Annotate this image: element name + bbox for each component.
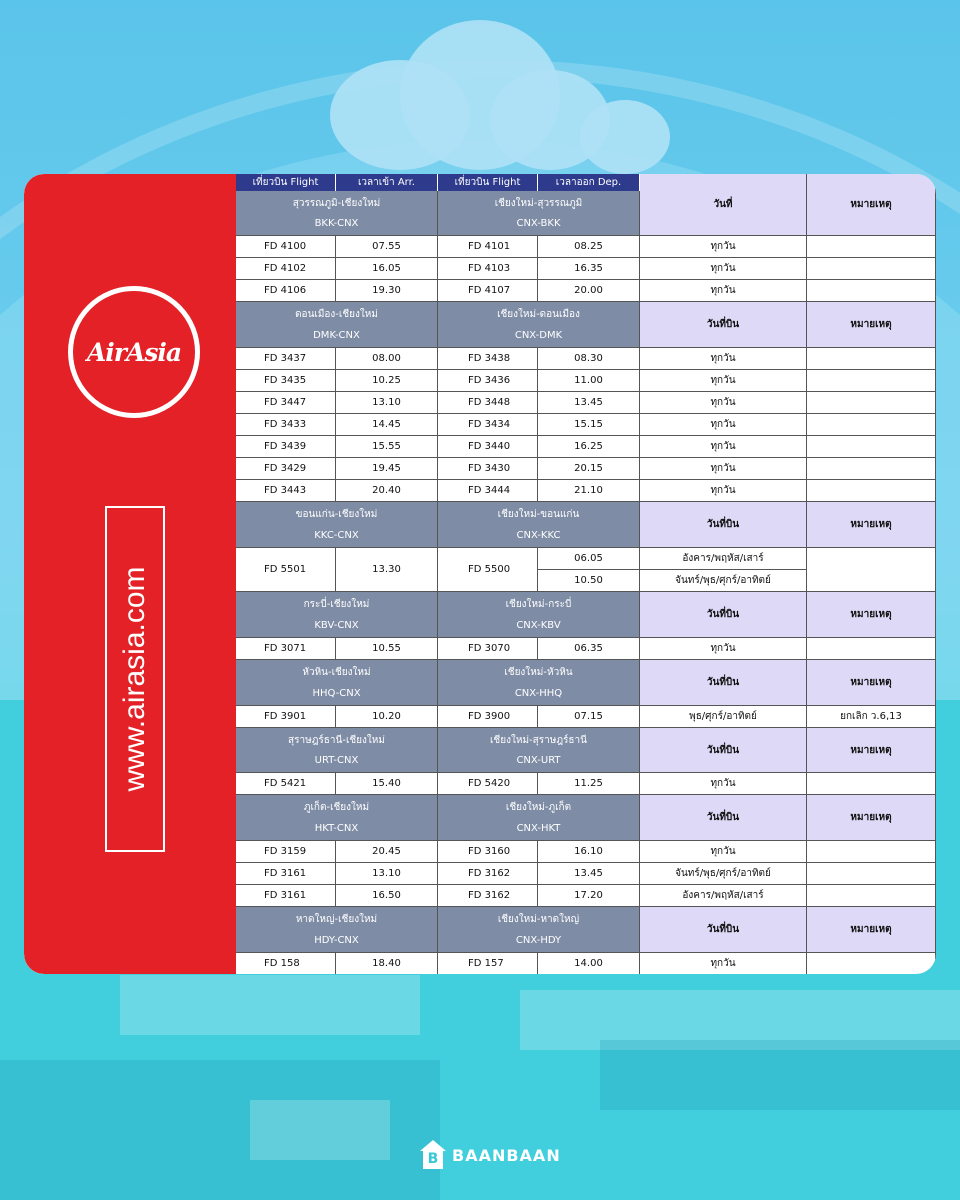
note-cell [807, 280, 936, 302]
departure-time: 08.30 [538, 348, 640, 370]
header-flight-out: เที่ยวบิน Flight [438, 174, 538, 191]
departure-time: 15.15 [538, 414, 640, 436]
website-text: www.airasia.com [118, 566, 151, 792]
note-cell [807, 953, 936, 974]
flight-number-in: FD 3437 [236, 348, 336, 370]
arrival-time: 15.40 [336, 773, 438, 795]
arrival-time: 20.45 [336, 841, 438, 863]
route-name-th: ภูเก็ต-เชียงใหม่ [303, 802, 370, 813]
flight-number-in: FD 3159 [236, 841, 336, 863]
flight-number-out: FD 3434 [438, 414, 538, 436]
note-cell [807, 436, 936, 458]
route-name-th: สุวรรณภูมิ-เชียงใหม่ [292, 198, 381, 209]
arrival-time: 14.45 [336, 414, 438, 436]
flight-number-out: FD 3162 [438, 885, 538, 907]
note-column-header: หมายเหตุ [807, 728, 936, 773]
route-code: CNX-KKC [516, 530, 561, 541]
route-header-outbound [438, 907, 640, 953]
departure-time: 14.00 [538, 953, 640, 974]
schedule-card [24, 174, 936, 974]
route-name-th: เชียงใหม่-หาดใหญ่ [497, 914, 580, 925]
flight-number-in: FD 4102 [236, 258, 336, 280]
days-cell: ทุกวัน [640, 414, 807, 436]
days-cell: ทุกวัน [640, 258, 807, 280]
date-column-header: วันที่บิน [640, 795, 807, 841]
arrival-time: 13.30 [336, 548, 438, 592]
days-cell: จันทร์/พุธ/ศุกร์/อาทิตย์ [640, 863, 807, 885]
flight-number-in: FD 5501 [236, 548, 336, 592]
departure-time: 16.25 [538, 436, 640, 458]
logo-text: AirAsia [86, 337, 182, 367]
table-row [236, 414, 936, 436]
flight-number-out: FD 3436 [438, 370, 538, 392]
days-cell: ทุกวัน [640, 953, 807, 974]
note-cell [807, 638, 936, 660]
table-row [236, 841, 936, 863]
table-row [236, 370, 936, 392]
arrival-time: 10.25 [336, 370, 438, 392]
route-header-inbound [236, 728, 438, 773]
days-cell: ทุกวัน [640, 392, 807, 414]
flight-schedule-table [236, 174, 936, 974]
note-column-header: หมายเหตุ [807, 592, 936, 638]
date-column-header: วันที่บิน [640, 592, 807, 638]
arrival-time: 08.00 [336, 348, 438, 370]
note-cell [807, 370, 936, 392]
route-header-outbound [438, 592, 640, 638]
table-row [236, 436, 936, 458]
date-column-header: วันที่บิน [640, 728, 807, 773]
brand-panel [24, 174, 236, 974]
airasia-logo [68, 286, 200, 418]
arrival-time: 07.55 [336, 236, 438, 258]
route-code: CNX-HKT [516, 823, 561, 834]
flight-number-out: FD 4107 [438, 280, 538, 302]
route-code: URT-CNX [314, 755, 359, 766]
flight-number-out: FD 3162 [438, 863, 538, 885]
route-name-th: เชียงใหม่-ภูเก็ต [505, 802, 572, 813]
arrival-time: 10.20 [336, 706, 438, 728]
table-row [236, 480, 936, 502]
table-row [236, 280, 936, 302]
days-cell: ทุกวัน [640, 480, 807, 502]
note-cell [807, 885, 936, 907]
days-cell: ทุกวัน [640, 773, 807, 795]
flight-number-out: FD 4101 [438, 236, 538, 258]
note-cell [807, 773, 936, 795]
days-cell: ทุกวัน [640, 280, 807, 302]
departure-time: 13.45 [538, 392, 640, 414]
route-code: CNX-DMK [514, 330, 563, 341]
house-icon: B [420, 1140, 446, 1170]
note-cell [807, 236, 936, 258]
route-header-outbound [438, 302, 640, 348]
route-code: KKC-CNX [314, 530, 359, 541]
flight-number-in: FD 3443 [236, 480, 336, 502]
departure-time: 06.05 [538, 548, 640, 570]
days-cell: ทุกวัน [640, 348, 807, 370]
note-column-header: หมายเหตุ [807, 174, 936, 236]
route-code: HDY-CNX [314, 935, 359, 946]
departure-time: 13.45 [538, 863, 640, 885]
date-column-header: วันที่บิน [640, 502, 807, 548]
note-column-header: หมายเหตุ [807, 302, 936, 348]
route-name-th: ดอนเมือง-เชียงใหม่ [295, 309, 378, 320]
flight-number-out: FD 3438 [438, 348, 538, 370]
table-row [236, 863, 936, 885]
building-shape [250, 1100, 390, 1160]
table-row [236, 236, 936, 258]
route-header-outbound [438, 191, 640, 236]
route-name-th: เชียงใหม่-สุราษฎร์ธานี [490, 735, 587, 746]
route-name-th: กระบี่-เชียงใหม่ [303, 599, 370, 610]
table-row [236, 392, 936, 414]
date-column-header: วันที่บิน [640, 660, 807, 706]
table-row [236, 548, 936, 592]
departure-time: 10.50 [538, 570, 640, 592]
table-row [236, 773, 936, 795]
departure-time: 08.25 [538, 236, 640, 258]
days-cell: จันทร์/พุธ/ศุกร์/อาทิตย์ [640, 570, 807, 592]
flight-number-out: FD 3444 [438, 480, 538, 502]
route-code: HKT-CNX [314, 823, 359, 834]
departure-time: 11.00 [538, 370, 640, 392]
flight-number-out: FD 4103 [438, 258, 538, 280]
footer-brand-text: BAANBAAN [452, 1145, 561, 1165]
route-header-outbound [438, 728, 640, 773]
note-cell [807, 392, 936, 414]
flight-number-out: FD 3430 [438, 458, 538, 480]
days-cell: ทุกวัน [640, 638, 807, 660]
route-code: CNX-URT [516, 755, 561, 766]
route-name-th: เชียงใหม่-หัวหิน [504, 667, 573, 678]
departure-time: 21.10 [538, 480, 640, 502]
footer-brand [420, 1140, 561, 1170]
route-header-outbound [438, 660, 640, 706]
route-header-inbound [236, 592, 438, 638]
departure-time: 06.35 [538, 638, 640, 660]
note-cell [807, 548, 936, 592]
flight-number-in: FD 3429 [236, 458, 336, 480]
route-code: CNX-BKK [516, 218, 561, 229]
flight-number-in: FD 3447 [236, 392, 336, 414]
flight-number-in: FD 158 [236, 953, 336, 974]
route-header-inbound [236, 795, 438, 841]
route-header-outbound [438, 795, 640, 841]
flight-number-out: FD 3448 [438, 392, 538, 414]
arrival-time: 20.40 [336, 480, 438, 502]
days-cell: อังคาร/พฤหัส/เสาร์ [640, 885, 807, 907]
note-column-header: หมายเหตุ [807, 795, 936, 841]
days-cell: ทุกวัน [640, 436, 807, 458]
route-code: DMK-CNX [313, 330, 360, 341]
flight-number-in: FD 3901 [236, 706, 336, 728]
departure-time: 07.15 [538, 706, 640, 728]
flight-number-in: FD 3439 [236, 436, 336, 458]
cloud [580, 100, 670, 174]
route-header-inbound [236, 302, 438, 348]
route-code: CNX-HHQ [514, 688, 563, 699]
note-cell: ยกเลิก ว.6,13 [807, 706, 936, 728]
route-name-th: เชียงใหม่-ขอนแก่น [497, 509, 580, 520]
header-arrival: เวลาเข้า Arr. [336, 174, 438, 191]
days-cell: ทุกวัน [640, 236, 807, 258]
note-cell [807, 863, 936, 885]
table-row [236, 885, 936, 907]
departure-time: 17.20 [538, 885, 640, 907]
table-row [236, 348, 936, 370]
note-cell [807, 258, 936, 280]
note-cell [807, 458, 936, 480]
route-header-inbound [236, 660, 438, 706]
flight-number-out: FD 5500 [438, 548, 538, 592]
departure-time: 16.10 [538, 841, 640, 863]
route-name-th: สุราษฎร์ธานี-เชียงใหม่ [288, 735, 385, 746]
flight-number-in: FD 3071 [236, 638, 336, 660]
departure-time: 20.15 [538, 458, 640, 480]
flight-number-out: FD 3070 [438, 638, 538, 660]
website-box [105, 506, 165, 852]
table-row [236, 706, 936, 728]
header-flight-in: เที่ยวบิน Flight [236, 174, 336, 191]
flight-number-in: FD 4106 [236, 280, 336, 302]
flight-number-in: FD 3161 [236, 863, 336, 885]
table-row [236, 638, 936, 660]
table-row [236, 258, 936, 280]
date-column-header: วันที่บิน [640, 302, 807, 348]
date-column-header: วันที่ [640, 174, 807, 236]
departure-time: 11.25 [538, 773, 640, 795]
route-header-inbound [236, 502, 438, 548]
note-cell [807, 841, 936, 863]
route-header-inbound [236, 907, 438, 953]
route-code: KBV-CNX [314, 620, 359, 631]
flight-number-in: FD 5421 [236, 773, 336, 795]
route-name-th: หาดใหญ่-เชียงใหม่ [295, 914, 378, 925]
arrival-time: 16.50 [336, 885, 438, 907]
route-name-th: เชียงใหม่-กระบี่ [505, 599, 572, 610]
arrival-time: 16.05 [336, 258, 438, 280]
flight-number-out: FD 5420 [438, 773, 538, 795]
flight-number-out: FD 3900 [438, 706, 538, 728]
note-column-header: หมายเหตุ [807, 660, 936, 706]
note-cell [807, 414, 936, 436]
building-shape [600, 1040, 960, 1110]
route-name-th: ขอนแก่น-เชียงใหม่ [295, 509, 378, 520]
route-code: CNX-HDY [515, 935, 562, 946]
route-code: BKK-CNX [314, 218, 359, 229]
route-code: HHQ-CNX [312, 688, 361, 699]
arrival-time: 10.55 [336, 638, 438, 660]
route-code: CNX-KBV [516, 620, 561, 631]
date-column-header: วันที่บิน [640, 907, 807, 953]
flight-number-out: FD 3440 [438, 436, 538, 458]
note-cell [807, 348, 936, 370]
flight-number-out: FD 157 [438, 953, 538, 974]
table-row [236, 458, 936, 480]
note-cell [807, 480, 936, 502]
route-header-outbound [438, 502, 640, 548]
route-name-th: หัวหิน-เชียงใหม่ [302, 667, 371, 678]
days-cell: ทุกวัน [640, 841, 807, 863]
flight-number-in: FD 3161 [236, 885, 336, 907]
arrival-time: 13.10 [336, 392, 438, 414]
departure-time: 20.00 [538, 280, 640, 302]
flight-number-out: FD 3160 [438, 841, 538, 863]
note-column-header: หมายเหตุ [807, 907, 936, 953]
days-cell: ทุกวัน [640, 370, 807, 392]
arrival-time: 13.10 [336, 863, 438, 885]
days-cell: อังคาร/พฤหัส/เสาร์ [640, 548, 807, 570]
route-name-th: เชียงใหม่-ดอนเมือง [497, 309, 580, 320]
arrival-time: 18.40 [336, 953, 438, 974]
departure-time: 16.35 [538, 258, 640, 280]
note-column-header: หมายเหตุ [807, 502, 936, 548]
route-header-inbound [236, 191, 438, 236]
table-row [236, 953, 936, 974]
flight-number-in: FD 3435 [236, 370, 336, 392]
days-cell: พุธ/ศุกร์/อาทิตย์ [640, 706, 807, 728]
header-departure: เวลาออก Dep. [538, 174, 640, 191]
building-shape [120, 975, 420, 1035]
arrival-time: 19.30 [336, 280, 438, 302]
route-name-th: เชียงใหม่-สุวรรณภูมิ [494, 198, 583, 209]
arrival-time: 19.45 [336, 458, 438, 480]
flight-number-in: FD 3433 [236, 414, 336, 436]
flight-number-in: FD 4100 [236, 236, 336, 258]
arrival-time: 15.55 [336, 436, 438, 458]
days-cell: ทุกวัน [640, 458, 807, 480]
